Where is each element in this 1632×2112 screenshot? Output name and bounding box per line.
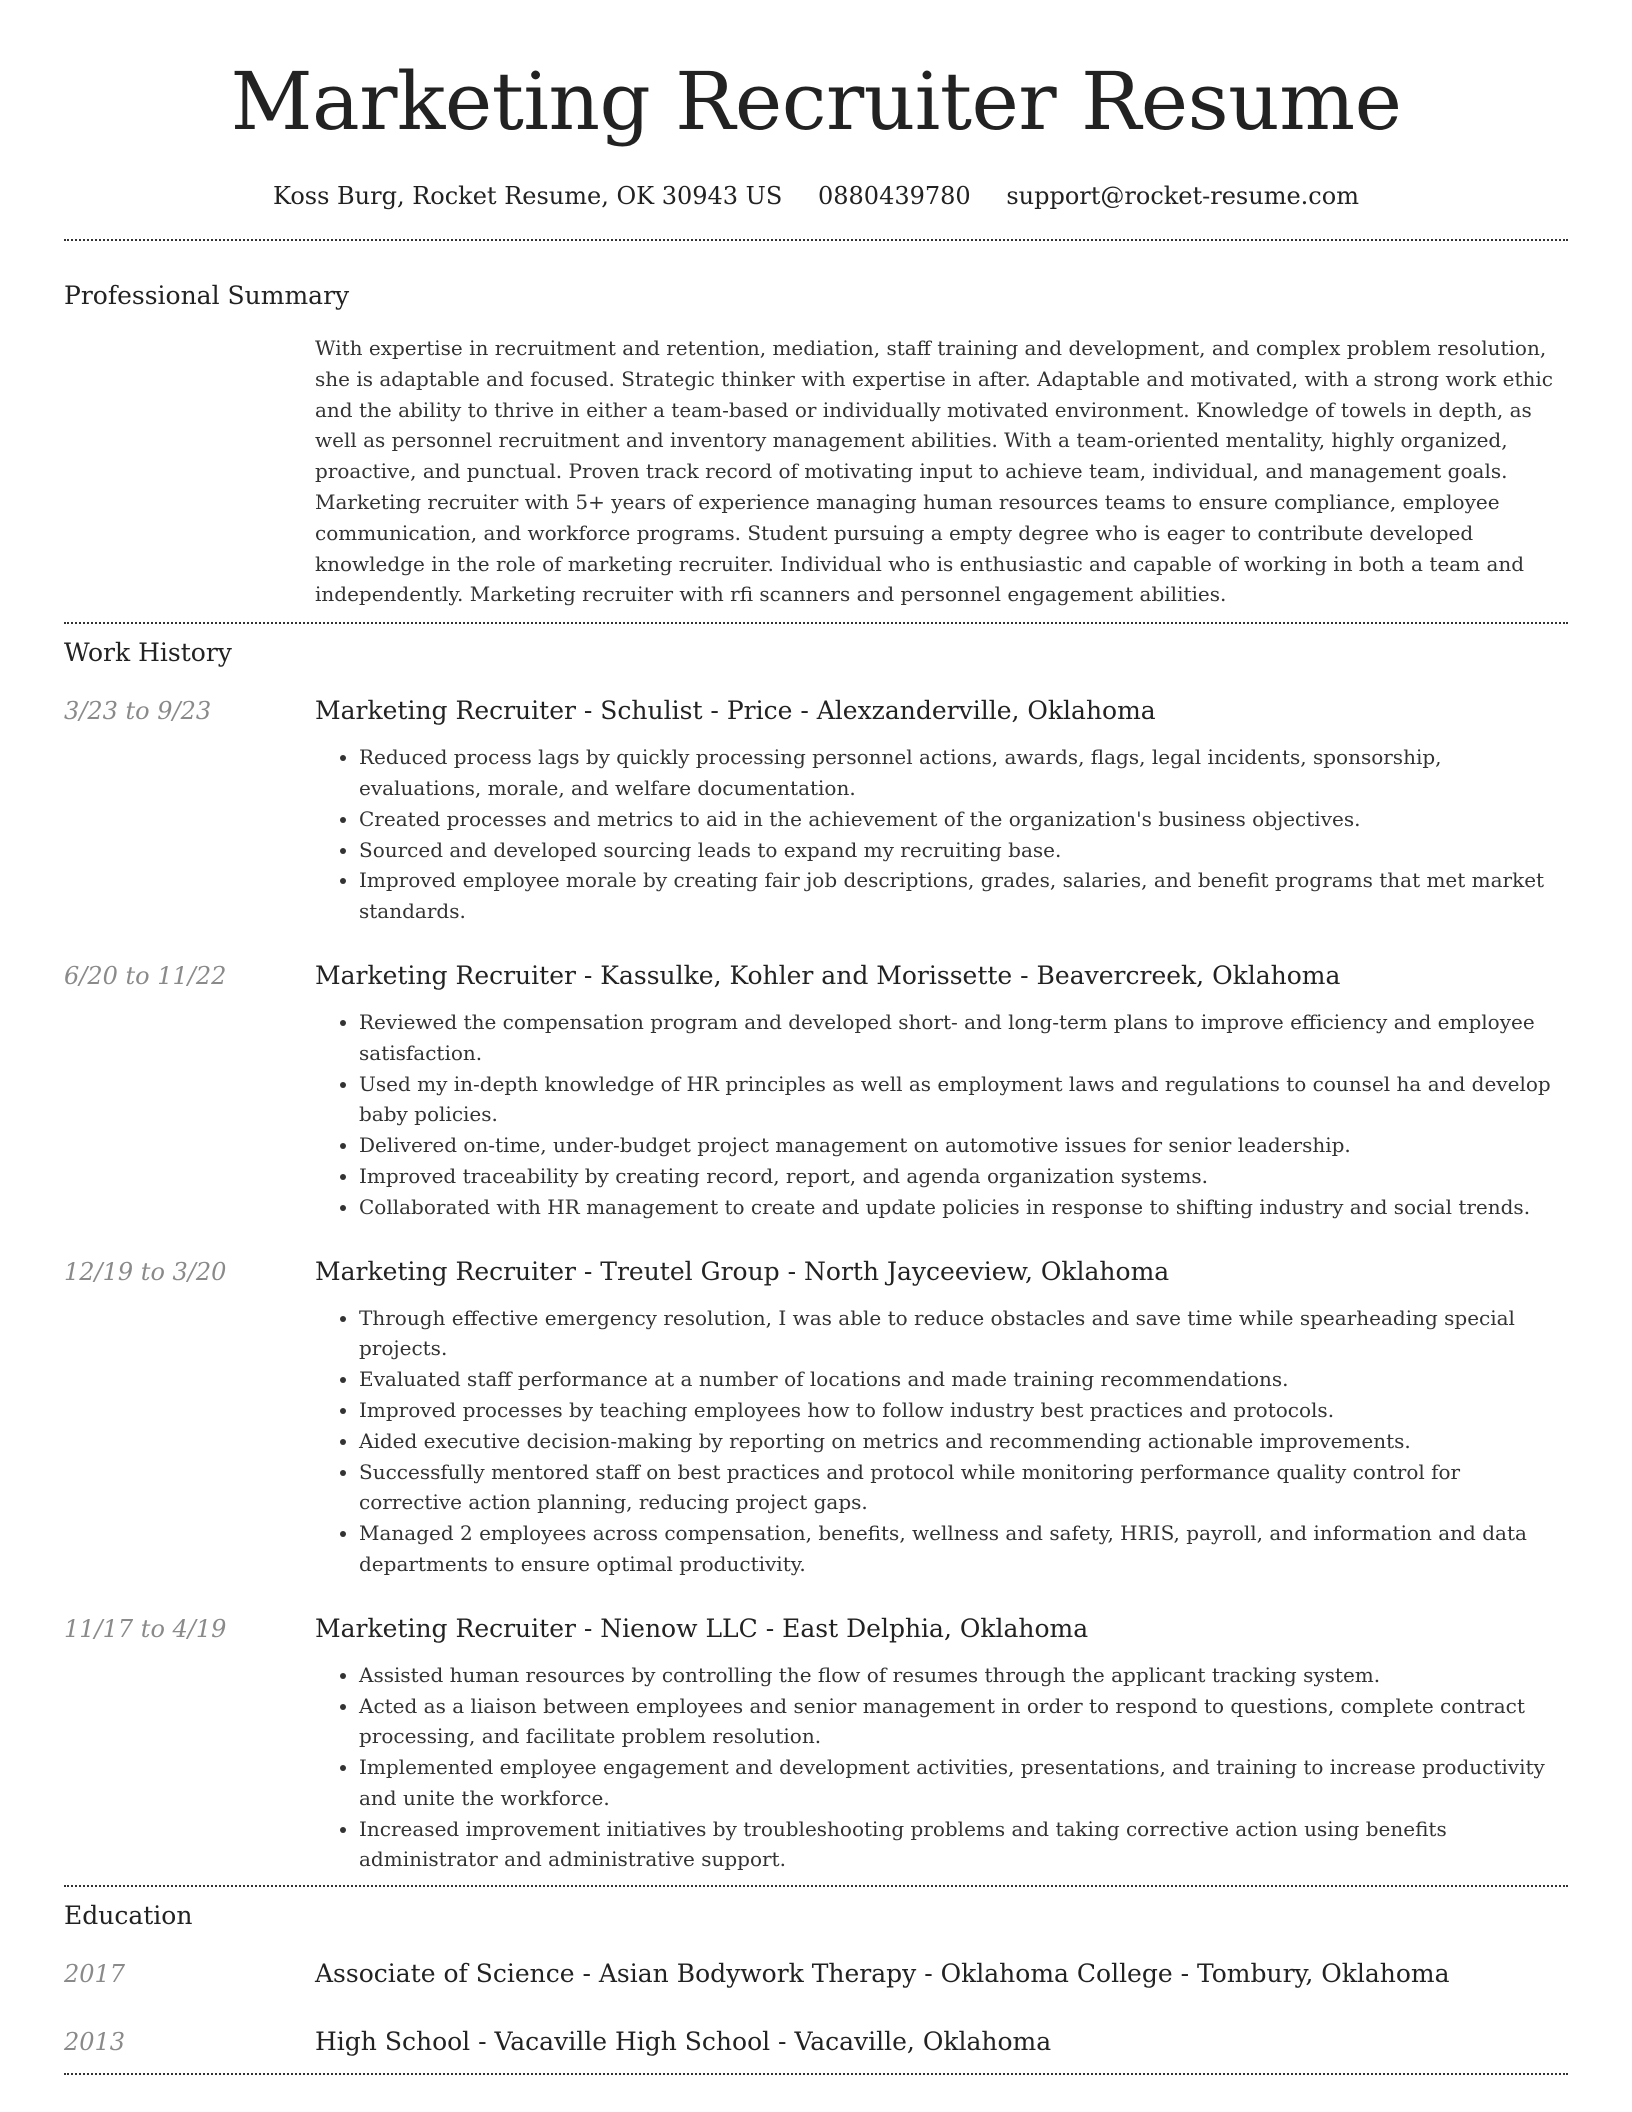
education-title: Associate of Science - Asian Bodywork Therapy - Oklahoma College - Tombury, Oklahoma — [315, 1959, 1450, 1989]
job-bullets — [64, 742, 1568, 927]
job-bullet: • Reviewed the compensation program and developed short- and long-term plans to improve efficiency and employee satisfaction. — [359, 1007, 1568, 1069]
divider — [64, 1885, 1568, 1887]
job-dates: 11/17 to 4/19 — [64, 1614, 227, 1643]
summary-text: With expertise in recruitment and retention, mediation, staff training and development, and complex problem resolution, she is adaptable and focused. Strategic thinker with expertise in after. Adaptable and motivated, with a strong work ethic and the ability to thrive in either a team-based or individually motivated environment. Knowledge of towels in depth, as well as personnel recruitment and inventory management abilities. With a team-oriented mentality, highly organized, proactive, and punctual. Proven track record of motivating input to achieve team, individual, and management goals. Marketing recruiter with 5+ years of experience managing human resources teams to ensure compliance, employee communication, and workforce programs. Student pursuing a empty degree who is eager to contribute developed knowledge in the role of marketing recruiter. Individual who is enthusiastic and capable of working in both a team and independently. Marketing recruiter with rfi scanners and personnel engagement abilities. — [315, 336, 1554, 607]
job-bullet: • Improved traceability by creating record, report, and agenda organization systems. — [359, 1161, 1568, 1192]
job-bullet: • Assisted human resources by controlling the flow of resumes through the applicant tracking system. — [359, 1660, 1568, 1691]
job-bullet: • Increased improvement initiatives by troubleshooting problems and taking corrective action using benefits administrator and administrative support. — [359, 1814, 1568, 1876]
education-year: 2017 — [64, 1960, 126, 1989]
job-bullet: • Collaborated with HR management to create and update policies in response to shifting industry and social trends. — [359, 1192, 1568, 1223]
job-title: Marketing Recruiter - Nienow LLC - East Delphia, Oklahoma — [315, 1613, 1089, 1643]
contact-address: Koss Burg, Rocket Resume, OK 30943 US — [273, 182, 783, 210]
job-bullet: • Delivered on-time, under-budget project management on automotive issues for senior leadership. — [359, 1130, 1568, 1161]
contact-line — [64, 176, 1568, 216]
job-dates: 12/19 to 3/20 — [64, 1257, 227, 1286]
job-bullet: • Aided executive decision-making by reporting on metrics and recommending actionable improvements. — [359, 1426, 1568, 1457]
job-bullet: • Improved processes by teaching employees how to follow industry best practices and protocols. — [359, 1395, 1568, 1426]
section-title-education: Education — [64, 1901, 193, 1931]
job-bullet: • Evaluated staff performance at a number of locations and made training recommendations. — [359, 1364, 1568, 1395]
job-bullet: • Through effective emergency resolution, I was able to reduce obstacles and save time while spearheading special projects. — [359, 1303, 1568, 1365]
job-bullet: • Created processes and metrics to aid in the achievement of the organization's business objectives. — [359, 804, 1568, 835]
resume-title: Marketing Recruiter Resume — [230, 55, 1402, 148]
divider — [64, 622, 1568, 624]
job-bullet: • Successfully mentored staff on best practices and protocol while monitoring performance quality control for corrective action planning, reducing project gaps. — [359, 1457, 1568, 1519]
contact-phone: 0880439780 — [817, 182, 971, 210]
work-history-section — [64, 636, 1568, 1875]
job-entry — [64, 1612, 1568, 1876]
job-bullet: • Acted as a liaison between employees and senior management in order to respond to questions, complete contract processing, and facilitate problem resolution. — [359, 1691, 1568, 1753]
job-bullet: • Sourced and developed sourcing leads to expand my recruiting base. — [359, 835, 1568, 866]
summary-section — [64, 279, 1568, 610]
job-bullets — [64, 1007, 1568, 1223]
section-title-work-history: Work History — [64, 638, 232, 668]
education-section — [64, 1899, 1568, 2059]
education-title: High School - Vacaville High School - Vacaville, Oklahoma — [315, 2027, 1052, 2057]
job-dates: 3/23 to 9/23 — [64, 697, 212, 726]
education-entry — [64, 1957, 1568, 1991]
job-bullets — [64, 1660, 1568, 1876]
job-dates: 6/20 to 11/22 — [64, 961, 227, 990]
job-bullets — [64, 1303, 1568, 1580]
divider — [64, 2073, 1568, 2075]
education-entry — [64, 2025, 1568, 2059]
job-bullet: • Improved employee morale by creating fair job descriptions, grades, salaries, and benefit programs that met market standards. — [359, 865, 1568, 927]
resume-page — [64, 0, 1568, 2075]
job-entry — [64, 959, 1568, 1223]
education-year: 2013 — [64, 2028, 126, 2057]
job-title: Marketing Recruiter - Kassulke, Kohler and Morissette - Beavercreek, Oklahoma — [315, 960, 1341, 990]
job-title: Marketing Recruiter - Treutel Group - North Jayceeview, Oklahoma — [315, 1256, 1170, 1286]
job-bullet: • Used my in-depth knowledge of HR principles as well as employment laws and regulations to counsel ha and develop baby policies. — [359, 1069, 1568, 1131]
job-entry — [64, 694, 1568, 927]
resume-header — [64, 0, 1568, 216]
job-title: Marketing Recruiter - Schulist - Price - Alexzanderville, Oklahoma — [315, 696, 1156, 726]
job-bullet: • Reduced process lags by quickly processing personnel actions, awards, flags, legal incidents, sponsorship, evaluations, morale, and welfare documentation. — [359, 742, 1568, 804]
job-bullet: • Managed 2 employees across compensation, benefits, wellness and safety, HRIS, payroll, and information and data departments to ensure optimal productivity. — [359, 1518, 1568, 1580]
contact-email: support@rocket-resume.com — [1006, 182, 1359, 210]
job-bullet: • Implemented employee engagement and development activities, presentations, and training to increase productivity and unite the workforce. — [359, 1752, 1568, 1814]
job-entry — [64, 1255, 1568, 1580]
section-title-summary: Professional Summary — [64, 281, 350, 310]
divider — [64, 239, 1568, 241]
